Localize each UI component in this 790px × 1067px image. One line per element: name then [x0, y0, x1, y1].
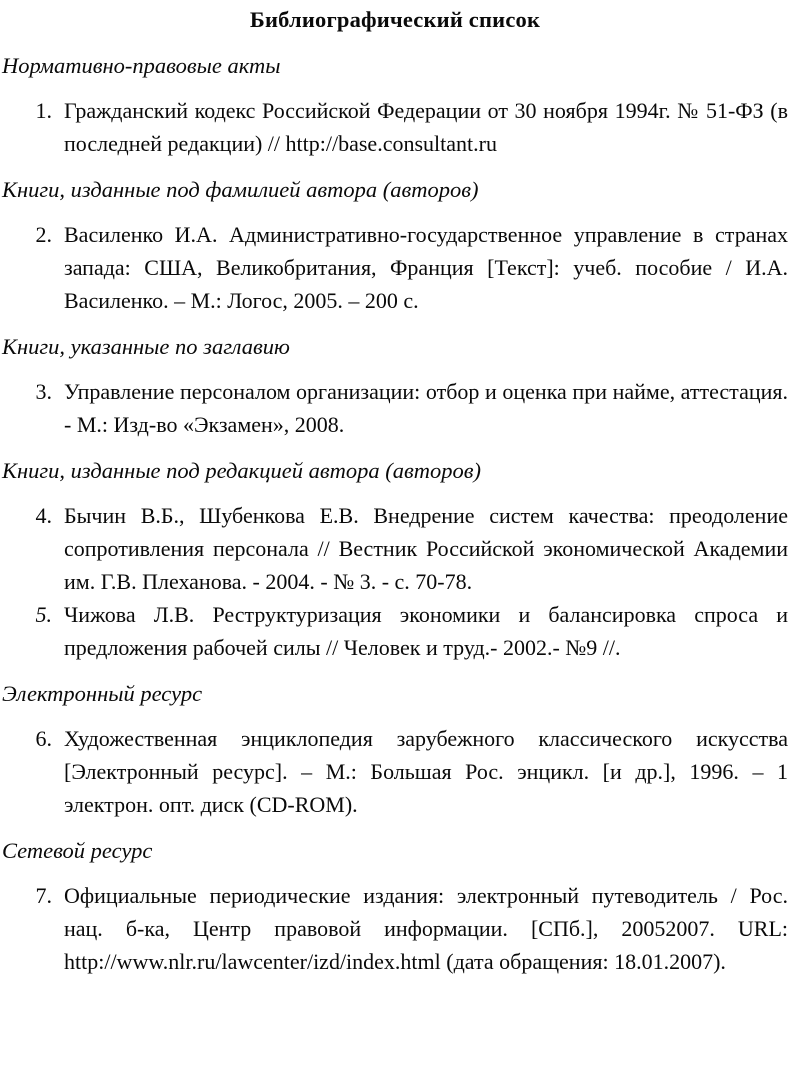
reference-list — [2, 218, 788, 317]
section-heading-books-by-author-surname: Книги, изданные под фамилией автора (авторов) — [2, 177, 479, 202]
reference-list — [2, 722, 788, 821]
reference-list — [2, 499, 788, 664]
reference-list — [2, 94, 788, 160]
item-text: Управление персоналом организации: отбор и оценка при найме, аттестация. - М.: Изд-во «Экзамен», 2008. — [64, 379, 788, 437]
reference-item-6 — [2, 722, 788, 821]
item-text: Художественная энциклопедия зарубежного классического искусства [Электронный ресурс]. – М.: Большая Рос. энцикл. [и др.], 1996. – 1 электрон. опт. диск (CD-ROM). — [64, 726, 788, 817]
item-number: 1. — [35, 98, 52, 123]
section-heading-books-by-editor: Книги, изданные под редакцией автора (авторов) — [2, 458, 481, 483]
item-number: 2. — [35, 222, 52, 247]
reference-item-5 — [2, 598, 788, 664]
page-title: Библиографический список — [249, 7, 541, 32]
reference-list — [2, 879, 788, 978]
reference-list — [2, 375, 788, 441]
item-text: Василенко И.А. Административно-государственное управление в странах запада: США, Великобритания, Франция [Текст]: учеб. пособие / И.А. Василенко. – М.: Логос, 2005. – 200 с. — [64, 222, 788, 313]
reference-item-1 — [2, 94, 788, 160]
item-number: 3. — [35, 379, 52, 404]
section-heading-electronic-resource: Электронный ресурс — [2, 681, 203, 706]
item-number: 7. — [35, 883, 52, 908]
item-number: 6. — [35, 726, 52, 751]
section-heading-network-resource: Сетевой ресурс — [2, 838, 153, 863]
reference-item-2 — [2, 218, 788, 317]
item-number: 4. — [35, 503, 52, 528]
reference-item-3 — [2, 375, 788, 441]
item-text: Бычин В.Б., Шубенкова Е.В. Внедрение систем качества: преодоление сопротивления персонала // Вестник Российской экономической Академии им. Г.В. Плеханова. - 2004. - № 3. - с. 70-78. — [64, 503, 788, 594]
section-heading-normative-acts: Нормативно-правовые акты — [2, 53, 281, 78]
item-number: 5. — [35, 602, 52, 627]
item-text: Официальные периодические издания: электронный путеводитель / Рос. нац. б-ка, Центр правовой информации. [СПб.], 20052007. URL: http://www.nlr.ru/lawcenter/izd/index.html (дата обращения: 18.01.2007). — [64, 883, 788, 974]
reference-item-7 — [2, 879, 788, 978]
item-text: Гражданский кодекс Российской Федерации от 30 ноября 1994г. № 51-ФЗ (в последней редакции) // http://base.consultant.ru — [64, 98, 788, 156]
section-heading-books-by-title: Книги, указанные по заглавию — [2, 334, 290, 359]
item-text: Чижова Л.В. Реструктуризация экономики и балансировка спроса и предложения рабочей силы // Человек и труд.- 2002.- №9 //. — [64, 602, 788, 660]
reference-item-4 — [2, 499, 788, 598]
